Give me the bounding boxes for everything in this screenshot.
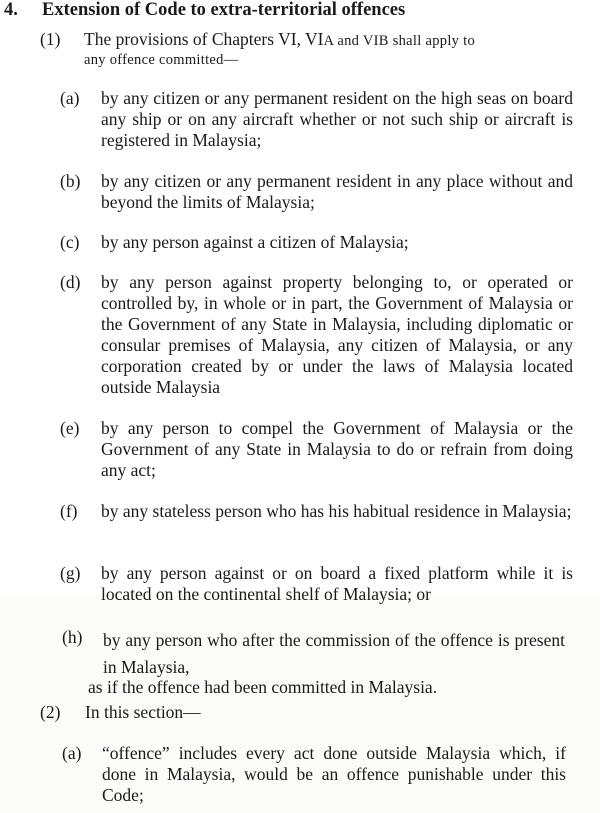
list-item-1f — [60, 501, 580, 543]
subsection-1-label: (1) — [40, 29, 61, 49]
section-title: Extension of Code to extra-territorial offences — [42, 0, 406, 20]
list-item-2a — [62, 743, 570, 806]
section-heading — [4, 0, 405, 20]
list-item-text: by any person who after the commission of the offence is present in Malaysia, — [103, 630, 565, 677]
list-item-1a — [60, 88, 580, 151]
subsection-2-label: (2) — [40, 702, 61, 722]
subsection-2-intro: In this section— — [85, 702, 201, 722]
list-item-1c — [60, 232, 580, 253]
list-item-label: (f) — [60, 501, 78, 521]
subsection-2 — [40, 702, 590, 723]
list-item-text: by any stateless person who has his habitual residence in Malaysia; — [101, 501, 572, 521]
list-item-label: (h) — [62, 627, 83, 647]
list-item-text: by any person to compel the Government of Malaysia or the Government of any State in Malaysia to do or refrain from doing any act; — [101, 418, 573, 480]
list-item-text: by any person against or on board a fixed platform while it is located on the continental shelf of Malaysia; or — [101, 563, 573, 604]
subsection-1-intro-line1: The provisions of Chapters VI, VIA and VIB shall apply to — [84, 29, 476, 49]
list-item-1b — [60, 171, 580, 213]
section-number: 4. — [4, 0, 18, 20]
list-item-text: by any citizen or any permanent resident in any place without and beyond the limits of Malaysia; — [101, 171, 573, 212]
list-item-text: “offence” includes every act done outside Malaysia which, if done in Malaysia, would be an offence punishable under this Code; — [102, 743, 566, 805]
subsection-1-closing: as if the offence had been committed in Malaysia. — [88, 677, 438, 697]
list-item-1d — [60, 272, 580, 398]
list-item-label: (e) — [60, 418, 80, 438]
list-item-label: (g) — [60, 563, 81, 583]
list-item-1g — [60, 563, 580, 605]
list-item-text: by any person against a citizen of Malaysia; — [101, 232, 409, 252]
list-item-label: (d) — [60, 272, 81, 292]
list-item-label: (b) — [60, 171, 81, 191]
list-item-label: (a) — [60, 88, 80, 108]
list-item-label: (a) — [62, 743, 82, 763]
subsection-1-intro-line2: any offence committed— — [84, 52, 239, 68]
list-item-label: (c) — [60, 232, 80, 252]
list-item-text: by any citizen or any permanent resident on the high seas on board any ship or on any aircraft whether or not such ship or aircraft is registered in Malaysia; — [101, 88, 573, 150]
subsection-1 — [40, 29, 590, 71]
list-item-text: by any person against property belonging to, or operated or controlled by, in whole or in part, the Government of Malaysia or the Government of any State in Malaysia, including diplomatic or consular premises of Malaysia, any citizen of Malaysia, or any corporation created by or under the laws of Malaysia located outside Malaysia — [101, 272, 573, 397]
list-item-1e — [60, 418, 580, 481]
list-item-1h — [62, 627, 572, 677]
